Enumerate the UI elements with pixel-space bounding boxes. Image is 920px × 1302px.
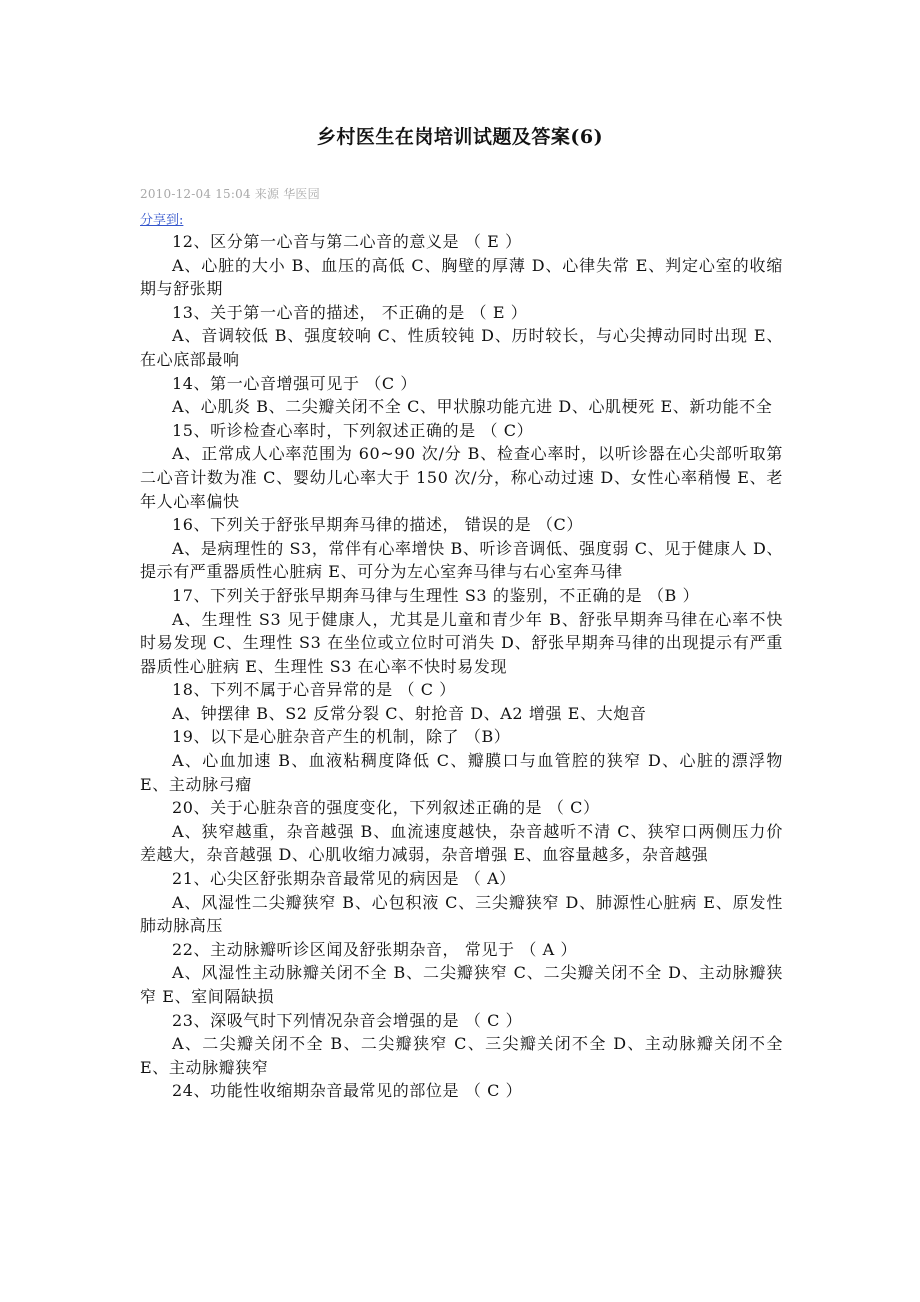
article-body — [140, 230, 783, 1103]
answer-options: A、正常成人心率范围为 60~90 次/分 B、检查心率时，以听诊器在心尖部听取第二心音计数为准 C、婴幼儿心率大于 150 次/分，称心动过速 D、女性心率稍慢 E、老年人心率偏快 — [140, 444, 783, 511]
question-text: 12、区分第一心音与第二心音的意义是 （ E ） — [172, 232, 522, 251]
answer-options: A、音调较低 B、强度较响 C、性质较钝 D、历时较长，与心尖搏动同时出现 E、在心底部最响 — [140, 326, 783, 369]
answer-options: A、心肌炎 B、二尖瓣关闭不全 C、甲状腺功能亢进 D、心肌梗死 E、新功能不全 — [172, 397, 773, 417]
question-text: 18、下列不属于心音异常的是 （ C ） — [172, 680, 456, 700]
page-title: 乡村医生在岗培训试题及答案(6) — [316, 126, 604, 148]
question-text: 24、功能性收缩期杂音最常见的部位是 （ C ） — [172, 1081, 523, 1101]
question-text: 13、关于第一心音的描述， 不正确的是 （ E ） — [172, 302, 528, 322]
answer-options: A、风湿性主动脉瓣关闭不全 B、二尖瓣狭窄 C、二尖瓣关闭不全 D、主动脉瓣狭窄 E、室间隔缺损 — [140, 963, 783, 1006]
question-text: 22、主动脉瓣听诊区闻及舒张期杂音， 常见于 （ A ） — [172, 939, 578, 959]
question-text: 15、听诊检查心率时，下列叙述正确的是 （ C） — [172, 420, 534, 440]
answer-options: A、心脏的大小 B、血压的高低 C、胸壁的厚薄 D、心律失常 E、判定心室的收缩期与舒张期 — [140, 255, 783, 299]
share-link[interactable]: 分享到: — [140, 213, 184, 228]
answer-options: A、钟摆律 B、S2 反常分裂 C、射抢音 D、A2 增强 E、大炮音 — [172, 703, 647, 723]
answer-options: A、是病理性的 S3，常伴有心率增快 B、听诊音调低、强度弱 C、见于健康人 D、提示有严重器质性心脏病 E、可分为左心室奔马律与右心室奔马律 — [140, 538, 783, 582]
answer-options: A、风湿性二尖瓣狭窄 B、心包积液 C、三尖瓣狭窄 D、肺源性心脏病 E、原发性肺动脉高压 — [140, 892, 783, 936]
article-meta: 2010-12-04 15:04 来源 华医园 — [140, 187, 320, 201]
question-text: 19、以下是心脏杂音产生的机制，除了 （B） — [172, 727, 511, 747]
question-text: 14、第一心音增强可见于 （C ） — [172, 373, 417, 393]
question-text: 23、深吸气时下列情况杂音会增强的是 （ C ） — [172, 1010, 523, 1030]
question-text: 17、下列关于舒张早期奔马律与生理性 S3 的鉴别，不正确的是 （B ） — [172, 585, 700, 605]
question-text: 20、关于心脏杂音的强度变化，下列叙述正确的是 （ C） — [172, 798, 600, 818]
answer-options: A、生理性 S3 见于健康人，尤其是儿童和青少年 B、舒张早期奔马律在心率不快时易发现 C、生理性 S3 在坐位或立位时可消失 D、舒张早期奔马律的出现提示有严重器质性心脏病 E、生理性 S3 在心率不快时易发现 — [140, 609, 783, 676]
question-text: 16、下列关于舒张早期奔马律的描述， 错误的是 （C） — [172, 515, 583, 535]
question-text: 21、心尖区舒张期杂音最常见的病因是 （ A） — [172, 869, 516, 889]
answer-options: A、二尖瓣关闭不全 B、二尖瓣狭窄 C、三尖瓣关闭不全 D、主动脉瓣关闭不全 E、主动脉瓣狭窄 — [140, 1034, 783, 1077]
answer-options: A、心血加速 B、血液粘稠度降低 C、瓣膜口与血管腔的狭窄 D、心脏的漂浮物 E、主动脉弓瘤 — [140, 751, 783, 794]
answer-options: A、狭窄越重，杂音越强 B、血流速度越快，杂音越听不清 C、狭窄口两侧压力价差越大，杂音越强 D、心肌收缩力减弱，杂音增强 E、血容量越多，杂音越强 — [140, 821, 783, 865]
